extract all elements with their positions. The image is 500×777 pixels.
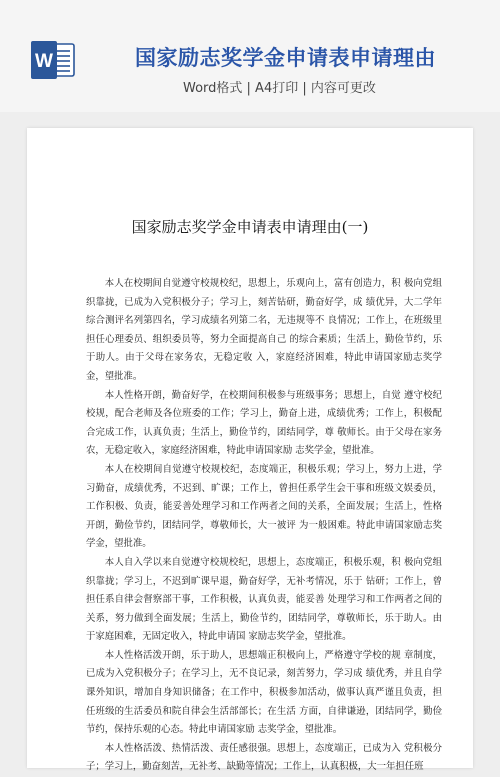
page-title: 国家励志奖学金申请表申请理由(一) <box>131 218 369 236</box>
paragraph: 本人自入学以来自觉遵守校规校纪，思想上，态度端正，积极乐观，积 极向党组织靠拢；学习上，不迟到旷课早退，勤奋好学，无补考情况，乐于 钻研；工作上，曾担任系自律会督察部干事，工作积极，认真负责，能妥善 处理学习和工作两者之间的关系，努力做到全面发展；生活上，勤俭节约，团结同学，尊敬师长，乐于助人。由于家庭困难，无固定收入，特此申请国 家励志奖学金，望批准。 <box>86 556 442 643</box>
document-body <box>86 275 442 777</box>
paragraph: 本人性格活泼、热情活泼、责任感很强。思想上，态度端正，已成为入 党积极分子；学习上，勤奋刻苦，无补考、缺勤等情况；工作上，认真积极，大一年担任班 <box>86 742 442 773</box>
word-icon <box>30 40 76 80</box>
paragraph: 本人性格活泼开朗，乐于助人，思想端正积极向上，严格遵守学校的规 章制度，已成为入党积极分子；在学习上，无不良记录，刻苦努力，学习成 绩优秀，并且自学课外知识，增加自身知识储备；在工作中，积极参加活动，做事认真严谨且负责，担任班级的生活委员和院自律会生活部部长；在生活 方面，自律谦逊，团结同学，勤俭节约，保持乐观的心态。特此申请国家励 志奖学金，望批准。 <box>86 649 442 736</box>
word-icon-letter: W <box>35 51 53 72</box>
document-subtitle: Word格式 | A4打印 | 内容可更改 <box>183 81 376 96</box>
paragraph: 本人在校期间自觉遵守校规校纪，态度端正，积极乐观；学习上，努力上进，学习勤奋，成绩优秀，不迟到、旷课；工作上，曾担任系学生会干事和班级文娱委员，工作积极、负责，能妥善处理学习和工作两者之间的关系，全面发展；生活上，性格开朗，勤俭节约，团结同学，尊敬师长，大一被评 为一般困难。特此申请国家励志奖学金，望批准。 <box>86 463 442 550</box>
document-page <box>27 128 473 773</box>
document-title: 国家励志奖学金申请表申请理由 <box>135 46 436 70</box>
paragraph: 本人性格开朗，勤奋好学，在校期间积极参与班级事务；思想上，自觉 遵守校纪校规，配合老师及各位班委的工作；学习上，勤奋上进，成绩优秀；工作上，积极配合完成工作，认真负责；生活上，勤俭节约，团结同学，尊 敬师长。由于父母在家务农，无稳定收入，家庭经济困难，特此申请国家励 志奖学金，望批准。 <box>86 389 442 457</box>
paragraph: 本人在校期间自觉遵守校规校纪，思想上，乐观向上，富有创造力，积 极向党组织靠拢，已成为入党积极分子；学习上，刻苦钻研，勤奋好学，成 绩优异，大二学年综合测评名列第四名，学习成绩名列第二名，无违规等不 良情况；工作上，在班级里担任心理委员、组织委员等，努力全面提高自己 的综合素质；生活上，勤俭节约，乐于助人。由于父母在家务农，无稳定收 入，家庭经济困难，特此申请国家励志奖学金，望批准。 <box>86 278 442 382</box>
header <box>0 0 500 112</box>
